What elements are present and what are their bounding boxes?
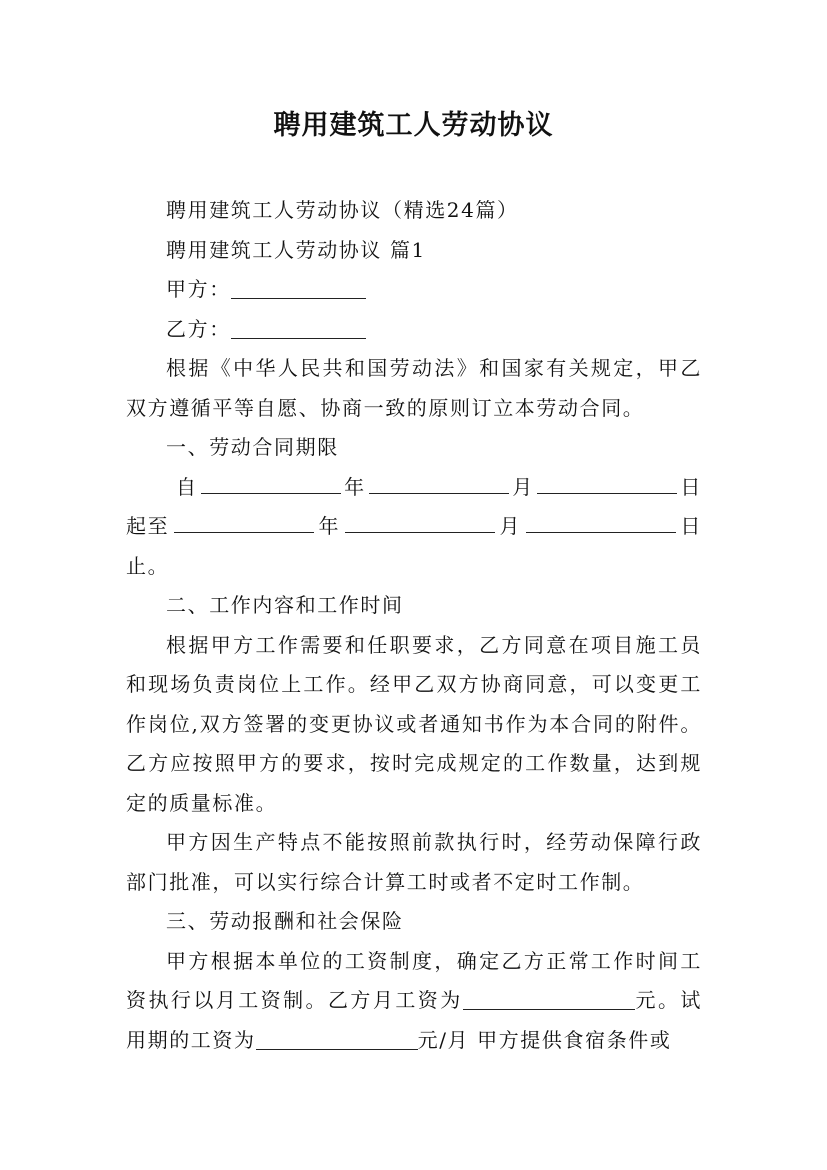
end-day-word: 日 [680, 514, 702, 538]
date-until-word: 起至 [126, 514, 170, 538]
end-month-blank [345, 508, 495, 533]
document-title: 聘用建筑工人劳动协议 [273, 110, 554, 141]
party-b-label: 乙方： [166, 316, 231, 341]
start-year-word: 年 [344, 474, 366, 499]
probation-wage-blank [256, 1025, 418, 1050]
section-2-heading: 二、工作内容和工作时间 [166, 593, 404, 617]
start-day-word: 日 [680, 474, 702, 499]
section-2-paragraph-2: 甲方因生产特点不能按照前款执行时，经劳动保障行政部门批准，可以实行综合计算工时或者不定时工作制。 [126, 830, 702, 894]
party-b-line [126, 310, 702, 350]
wage-text-a: 甲方根据本单位的工资制度，确定乙方正常工作时间工资执行以月工资制。乙方月工资为 [126, 948, 702, 1012]
monthly-wage-blank [463, 985, 635, 1010]
start-year-blank [201, 469, 341, 494]
start-day-blank [537, 469, 677, 494]
section-3-paragraph-1 [126, 942, 702, 1061]
intro-paragraph: 根据《中华人民共和国劳动法》和国家有关规定，甲乙双方遵循平等自愿、协商一致的原则订立本劳动合同。 [126, 356, 702, 420]
section-heading: 聘用建筑工人劳动协议 篇1 [166, 237, 426, 262]
party-a-label: 甲方： [166, 277, 231, 301]
end-month-word: 月 [499, 514, 522, 538]
start-date-line [126, 468, 702, 508]
end-year-blank [174, 508, 314, 533]
wage-text-b: 元。试用期的工资为 [126, 988, 702, 1052]
end-day-blank [526, 508, 676, 533]
date-end-word: 止。 [126, 553, 170, 578]
end-date-line [126, 507, 702, 547]
date-from-word: 自 [176, 474, 198, 499]
start-month-blank [369, 469, 509, 494]
party-a-line [126, 270, 702, 310]
party-a-blank [231, 274, 366, 299]
section-2-paragraph-1: 根据甲方工作需要和任职要求，乙方同意在项目施工员和现场负责岗位上工作。经甲乙双方协商同意，可以变更工作岗位,双方签署的变更协议或者通知书作为本合同的附件。乙方应按照甲方的要求，按时完成规定的工作数量，达到规定的质量标准。 [126, 632, 702, 815]
wage-text-c: 元/月 甲方提供食宿条件或 [417, 1027, 672, 1052]
section-3-heading: 三、劳动报酬和社会保险 [166, 909, 404, 933]
party-b-blank [231, 314, 366, 339]
start-month-word: 月 [512, 474, 534, 499]
subtitle: 聘用建筑工人劳动协议（精选24篇） [166, 198, 519, 222]
end-year-word: 年 [318, 514, 341, 538]
document-body [126, 191, 702, 1060]
section-1-heading: 一、劳动合同期限 [166, 435, 339, 459]
